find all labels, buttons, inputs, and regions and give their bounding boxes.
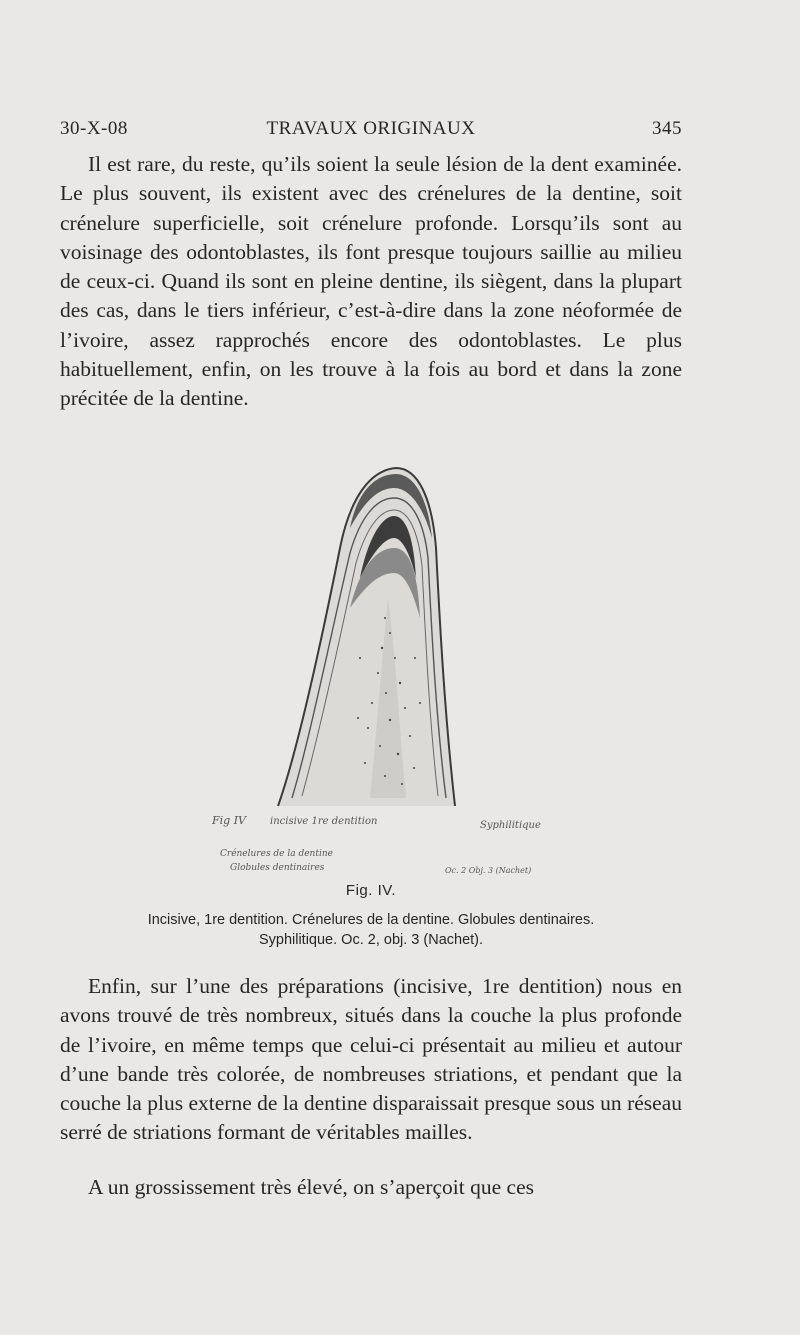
paragraph-numerous-globules: Enfin, sur l’une des préparations (incisive, 1re dentition) nous en avons trouvé de très nombreux, situés dans la couche la plus profonde de l’ivoire, en même temps que celui-ci présentait au milieu et autour d’une bande très colorée, de nombreuses striations, et pendant que la couche la plus externe de la dentine disparaissait presque sous un réseau serré de striations formant de véritables mailles. xyxy=(60,974,682,1145)
header-title: TRAVAUX ORIGINAUX xyxy=(266,118,476,139)
figure-caption-line-2: Syphilitique. Oc. 2, obj. 3 (Nachet). xyxy=(258,932,484,948)
handwritten-crenelures-label: Crénelures de la dentine xyxy=(220,849,333,859)
figure-title: Fig. IV. xyxy=(345,882,397,899)
handwritten-objective-label: Oc. 2 Obj. 3 (Nachet) xyxy=(445,866,532,875)
paragraph-globules-location: Il est rare, du reste, qu’ils soient la seule lésion de la dent examinée. Le plus souvent, ils existent avec des crénelures de la dentine, soit crénelure superficielle, soit crénelure profonde. Lorsqu’ils sont au voisinage des odontoblastes, ils font presque toujours saillie au milieu de ceux-ci. Quand ils sont en pleine dentine, ils siègent, dans la plupart des cas, dans le tiers inférieur, c’est-à-dire dans la zone néoformée de l’ivoire, assez rapprochés encore des odontoblastes. Le plus habituellement, enfin, on les trouve à la fois au bord et dans la zone précitée de la dentine. xyxy=(60,152,682,411)
handwritten-incisive-label: incisive 1re dentition xyxy=(270,816,378,827)
figure-caption xyxy=(60,910,682,950)
handwritten-globules-label: Globules dentinaires xyxy=(230,863,325,873)
paragraph-high-magnification: A un grossissement très élevé, on s’aperçoit que ces xyxy=(88,1175,534,1199)
handwritten-syphilis-label: Syphilitique xyxy=(480,820,541,831)
page-number: 345 xyxy=(652,118,682,139)
tooth-section-drawing xyxy=(200,458,570,876)
figure-caption-line-1: Incisive, 1re dentition. Crénelures de la dentine. Globules dentinaires. xyxy=(147,912,595,928)
header-date: 30-X-08 xyxy=(60,118,128,139)
tooth-illustration xyxy=(200,458,570,876)
running-header xyxy=(60,118,682,148)
handwritten-fig-label: Fig IV xyxy=(212,814,246,827)
